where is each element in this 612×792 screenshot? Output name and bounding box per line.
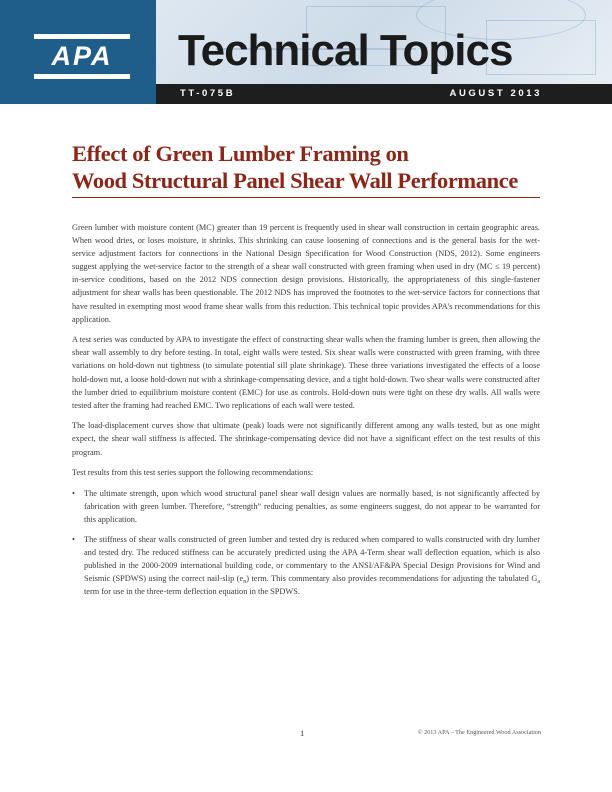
document-date: AUGUST 2013 — [449, 88, 542, 99]
document-title-line-1: Effect of Green Lumber Framing on — [72, 141, 409, 166]
document-code: TT-075B — [180, 88, 236, 99]
list-item — [72, 533, 540, 598]
recommendations-list — [72, 487, 540, 599]
page-number: 1 — [300, 728, 305, 738]
page-header — [0, 0, 612, 104]
bullet-text: The stiffness of shear walls constructed of green lumber and tested dry is reduced when compared to walls constructed with dry lumber and tested dry. The reduced stiffness can be accurately predicted using the APA 4-Term shear wall deflection equation, which is also published in the 2000-2009 international building code, or commentary to the ANSI/AF&PA Special Design Provisions for Wind and Seismic (SPDWS) using the correct nail-slip (e — [84, 534, 540, 584]
bullet-text: ) term. This commentary also provides recommendations for adjusting the tabulated G — [246, 574, 538, 584]
copyright-notice: © 2013 APA – The Engineered Wood Association — [417, 729, 541, 736]
document-title — [72, 140, 532, 194]
header-title-area — [156, 0, 612, 84]
series-title: Technical Topics — [178, 26, 513, 75]
bullet-icon: • — [72, 534, 75, 544]
logo-rule-top — [34, 34, 130, 39]
bullet-icon: • — [72, 488, 75, 498]
paragraph-test-series: A test series was conducted by APA to investigate the effect of constructing shear walls when the framing lumber is green, then allowing the shear wall assembly to dry before testing. In total, eight walls were tested. Six shear walls were constructed with green framing, with three variations on hold-down nut tightness (to simulate potential sill plate shrinkage). These three variations investigated the effects of a loose hold-down nut, a loose hold-down nut with a shrinkage-compensating device, and a tight hold-down. Two shear walls were constructed after the lumber dried to equilibrium moisture content (EMC) for use as controls. Hold-down nuts were tight on these dry walls. All walls were tested after the framing had reached EMC. Two replications of each wall were tested. — [72, 335, 540, 410]
bullet-text: The ultimate strength, upon which wood structural panel shear wall design values are normally based, is not significantly affected by fabrication with green lumber. Therefore, “strength” reducing penalties, as some engineers suggest, do not appear to be warranted for this application. — [84, 488, 540, 524]
subscript: n — [243, 579, 247, 586]
info-bar — [156, 84, 612, 104]
document-title-line-2: Wood Structural Panel Shear Wall Performance — [72, 168, 518, 193]
paragraph-recommendations-intro: Test results from this test series support the following recommendations: — [72, 468, 314, 478]
logo-rule-bottom — [34, 74, 130, 79]
title-divider — [72, 197, 540, 198]
paragraph-intro: Green lumber with moisture content (MC) greater than 19 percent is frequently used in shear wall construction in certain geographic areas. When wood dries, or loses moisture, it shrinks. This shrinking can cause loosening of connections and is the general basis for the wet-service adjustment factors for connections in the National Design Specification for Wood Construction (NDS, 2012). Some engineers suggest applying the wet-service factor to the strength of a shear wall constructed with green framing when used in dry (MC ≤ 19 percent) in-service conditions, based on the 2012 NDS connection design provisions. Historically, the appropriateness of this single-fastener adjustment for shear walls has been questionable. The 2012 NDS has improved the footnotes to the wet-service factors for connections that have resulted in exempting most wood frame shear walls from this reduction. This technical topic provides APA's recommendations for this application. — [72, 223, 540, 324]
paragraph-results: The load-displacement curves show that ultimate (peak) loads were not significantly different among any walls tested, but as one might expect, the shear wall stiffness is affected. The shrinkage-compensating device did not have a significant effect on the test results of this program. — [72, 421, 540, 457]
document-body — [72, 221, 540, 605]
list-item — [72, 487, 540, 526]
bullet-text: term for use in the three-term deflection equation in the SPDWS. — [84, 587, 300, 597]
logo-text: APA — [51, 41, 113, 71]
subscript: a — [537, 579, 540, 586]
apa-logo — [0, 0, 156, 104]
